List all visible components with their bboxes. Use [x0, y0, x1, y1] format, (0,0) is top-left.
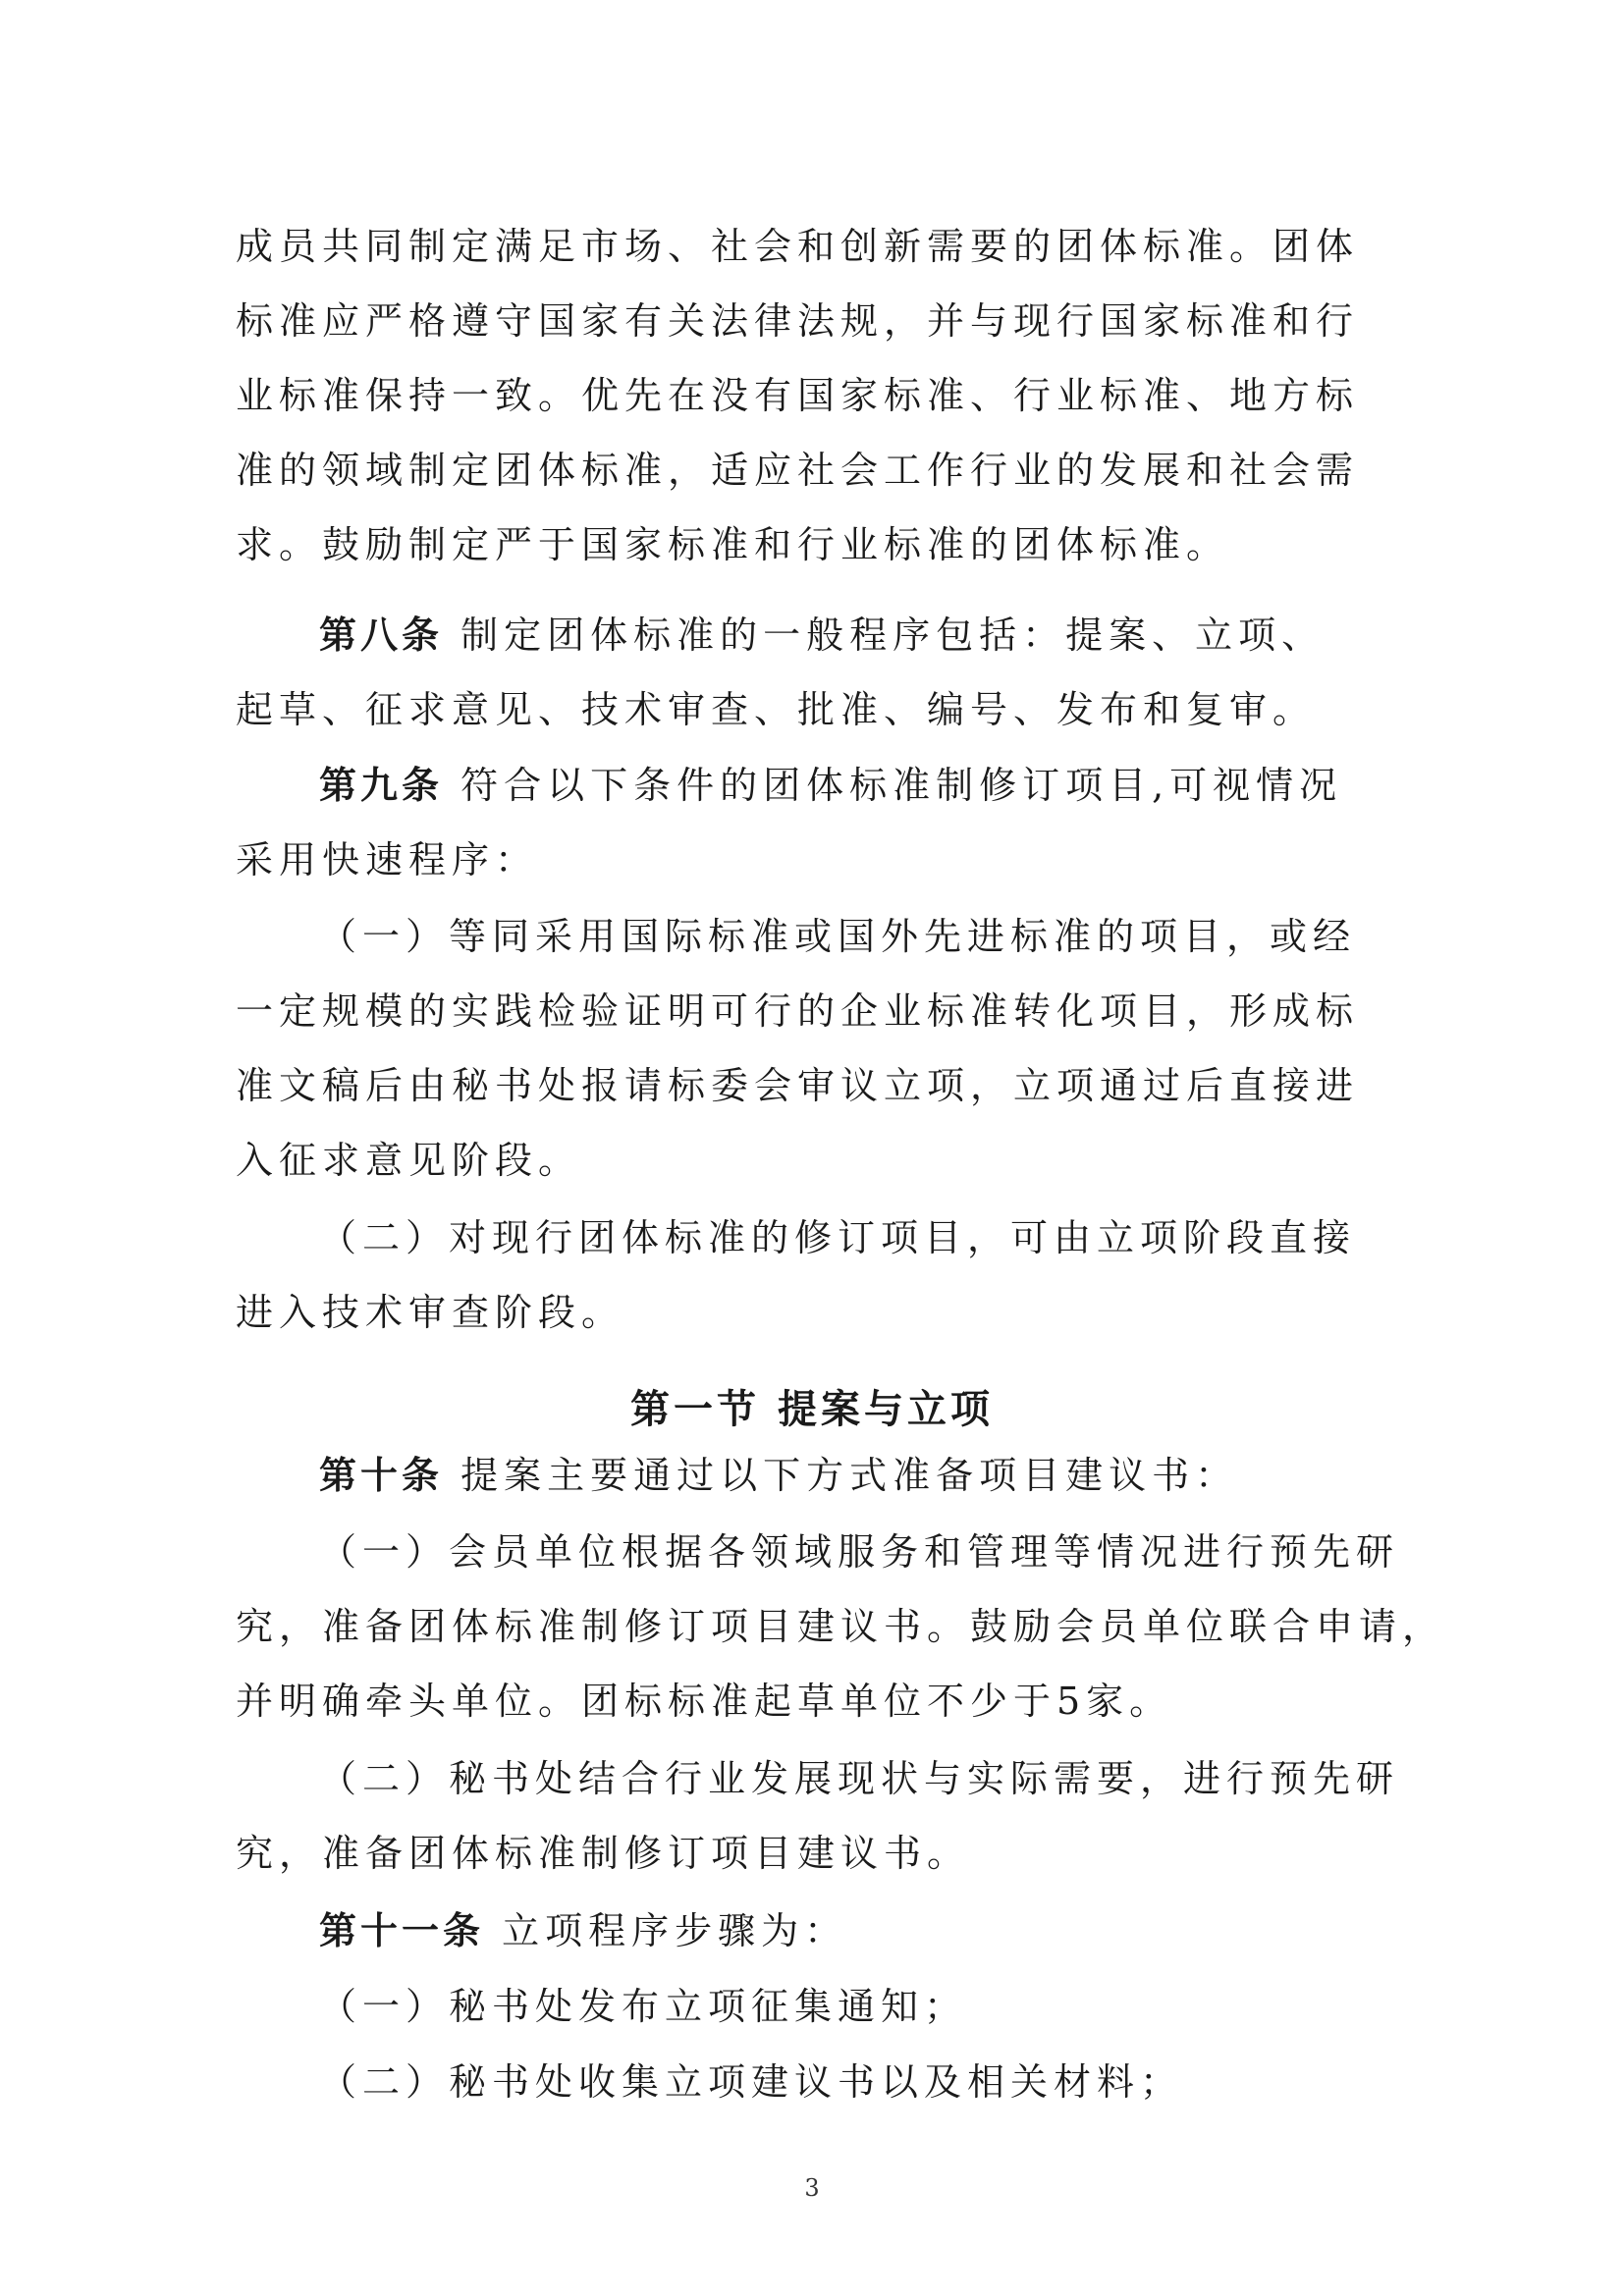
paragraph-line: 业标准保持一致。优先在没有国家标准、行业标准、地方标: [236, 374, 1360, 417]
list-item-line: （一）秘书处发布立项征集通知；: [319, 1985, 968, 2028]
article-8-label: 第八条: [319, 614, 444, 657]
section-heading: 第一节 提案与立项: [630, 1386, 994, 1432]
list-item-line: （一）会员单位根据各领域服务和管理等情况进行预先研: [319, 1530, 1400, 1574]
list-item-line: 究，准备团体标准制修订项目建议书。鼓励会员单位联合申请，: [236, 1605, 1446, 1648]
article-8-text: 制定团体标准的一般程序包括：提案、立项、: [443, 614, 1326, 657]
list-item-line: （二）秘书处结合行业发展现状与实际需要，进行预先研: [319, 1757, 1400, 1800]
article-9-label: 第九条: [319, 764, 444, 807]
list-item-line: 进入技术审查阶段。: [236, 1291, 625, 1334]
paragraph-line: 标准应严格遵守国家有关法律法规，并与现行国家标准和行: [236, 299, 1360, 343]
list-item-line: 并明确牵头单位。团标标准起草单位不少于5家。: [236, 1680, 1173, 1723]
paragraph-line: 求。鼓励制定严于国家标准和行业标准的团体标准。: [236, 523, 1230, 566]
list-item-line: （二）对现行团体标准的修订项目，可由立项阶段直接: [319, 1216, 1357, 1259]
list-item-line: 一定规模的实践检验证明可行的企业标准转化项目，形成标: [236, 989, 1360, 1033]
article-10-text: 提案主要通过以下方式准备项目建议书：: [443, 1454, 1239, 1497]
page-number: 3: [804, 2174, 820, 2202]
article-9: [319, 764, 1527, 807]
article-10-label: 第十条: [319, 1454, 444, 1497]
list-item-line: （二）秘书处收集立项建议书以及相关材料；: [319, 2060, 1184, 2104]
article-8-cont: 起草、征求意见、技术审查、批准、编号、发布和复审。: [236, 688, 1317, 731]
list-item-line: 究，准备团体标准制修订项目建议书。: [236, 1832, 971, 1875]
article-11: [319, 1909, 1527, 1952]
article-9-text: 符合以下条件的团体标准制修订项目,可视情况: [443, 764, 1343, 807]
article-11-label: 第十一条: [319, 1909, 485, 1952]
paragraph-line: 准的领域制定团体标准，适应社会工作行业的发展和社会需: [236, 449, 1360, 492]
article-10: [319, 1454, 1527, 1497]
list-item-line: （一）等同采用国际标准或国外先进标准的项目，或经: [319, 915, 1357, 958]
paragraph-line: 成员共同制定满足市场、社会和创新需要的团体标准。团体: [236, 225, 1360, 268]
list-item-line: 入征求意见阶段。: [236, 1139, 582, 1182]
article-9-cont: 采用快速程序：: [236, 838, 539, 881]
list-item-line: 准文稿后由秘书处报请标委会审议立项，立项通过后直接进: [236, 1064, 1360, 1107]
article-8: [319, 614, 1527, 657]
article-11-text: 立项程序步骤为：: [484, 1909, 848, 1952]
